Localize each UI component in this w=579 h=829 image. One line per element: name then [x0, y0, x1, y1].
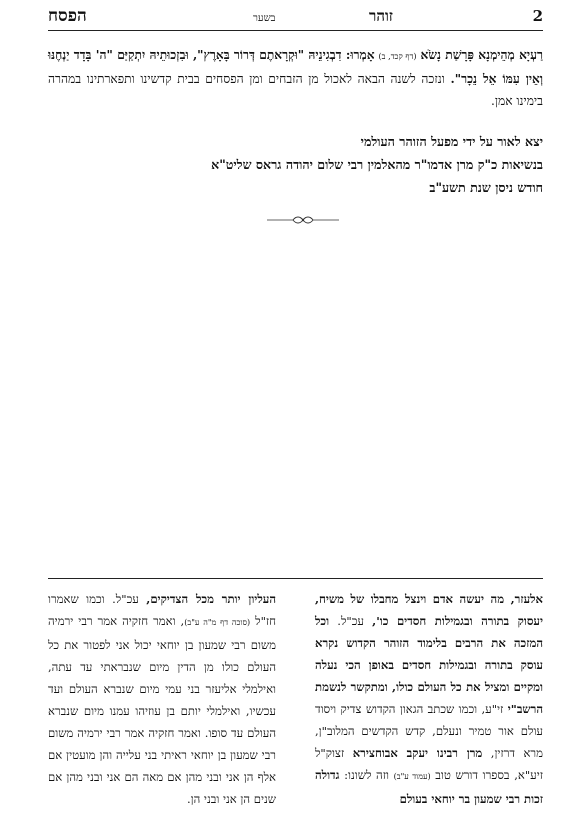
- footnote-left-text-c: , ואמר חזקיה אמר רבי ירמיה משום רבי שמעון בן יוחאי יכול אני לפטור את כל העולם כולו מן הדין מיום שנבראתי עד עתה, ואילמלי אליעזר בני עמי מיום שנברא העולם ועד עכשיו, ואילמלי יותם בן עוזיהו עמנו מיום שנברא העולם עד סופו. ואמר חזקיה אמר רבי ירמיה משום רבי שמעון בן יוחאי ראיתי בני עלייה והן מועטין אם אלף הן אני ובני מהן אם מאה הם אני ובני מהן אם שנים הן אני ובני הן.: [48, 614, 276, 806]
- opening-blessing: ונזכה לשנה הבאה לאכול מן הזבחים ומן הפסחים בבית קדשינו ותפארתינו במהרה בימינו אמן.: [48, 72, 543, 108]
- opening-source: רַעְיָא מְהֵימְנָא פָּרָשַׁת נָשֹׂא: [420, 48, 543, 62]
- footnote-left-text-a: העליון יותר מכל הצדיקים,: [146, 592, 276, 606]
- section-label: בשער: [253, 13, 276, 24]
- opening-quote: אָמְרוּ: דִבְגִינֵיהּ "וּקְרָאתֶם דְּרוֹר בָּאָרֶץ", וּבִזְכוּתֵיהּ יִתְקַיַּם "ה' בָּדָד יַנְחֶנּוּ וְאֵין עִמּוֹ אֵל נֵכָר".: [48, 48, 543, 86]
- publication-block: [48, 130, 543, 199]
- date-line: חודש ניסן שנת תשע"ב: [429, 180, 543, 195]
- opening-reference: (דף קכד, ב): [378, 52, 417, 61]
- book-title: זוהר: [368, 7, 393, 25]
- header-divider: [48, 30, 543, 31]
- parsha-title: הפסח: [48, 6, 87, 26]
- page-number: 2: [532, 7, 543, 25]
- footnote-right-text-h: גדולה זכות רבי שמעון בר יוחאי בעולם: [315, 768, 543, 806]
- footnote-column-right: [315, 588, 543, 810]
- running-header: [48, 6, 543, 28]
- footnote-right-text-g: וזה לשונו:: [344, 768, 389, 782]
- footnote-right-text-c: וכל המזכה את הרבים בלימוד הזוהר הקדוש נקרא עוסק בתורה ובגמילות חסדים באופן הכי נעלה ומקיים ומציל את כל העולם כולו, ומתקשר לנשמת הרשב"י: [315, 614, 544, 716]
- presidency-line: בנשיאות כ"ק מרן אדמו"ר מהאלמין רבי שלום יהודה גראס שליט"א: [211, 157, 543, 172]
- publisher-line: יצא לאור על ידי מפעל הזוהר העולמי: [360, 134, 543, 149]
- opening-paragraph: [48, 44, 543, 112]
- footnote-column-left: [48, 588, 276, 810]
- footnote-right-reference: (עמוד ע"ב): [393, 772, 431, 781]
- footnote-left-text-b: עכ"ל. וכמו שאמרו חז"ל: [48, 592, 277, 628]
- footnote-divider: [48, 578, 543, 579]
- footnote-right-text-a: אלעזר, מה יעשה אדם וינצל מחבלו של משיח, יעסוק בתורה ובגמילות חסדים כו',: [315, 592, 544, 628]
- footnote-right-text-b: עכ"ל.: [337, 614, 364, 628]
- footnote-left-reference: (סוכה דף מ"ה ע"ב): [184, 618, 251, 627]
- ornament-divider-icon: [265, 214, 341, 226]
- footnote-right-text-e: מרן רבינו יעקב אבוחצירא: [352, 746, 483, 760]
- footnote-right-text-f: זצוק"ל זיע"א, בספרו דורש טוב: [315, 746, 543, 782]
- footnote-right-text-d: זי"ע, וכמו שכתב הגאון הקדוש צדיק ויסוד עולם אור טמיר ונעלם, קדש הקדשים המלוב"ן, מרא דרזין,: [315, 702, 543, 760]
